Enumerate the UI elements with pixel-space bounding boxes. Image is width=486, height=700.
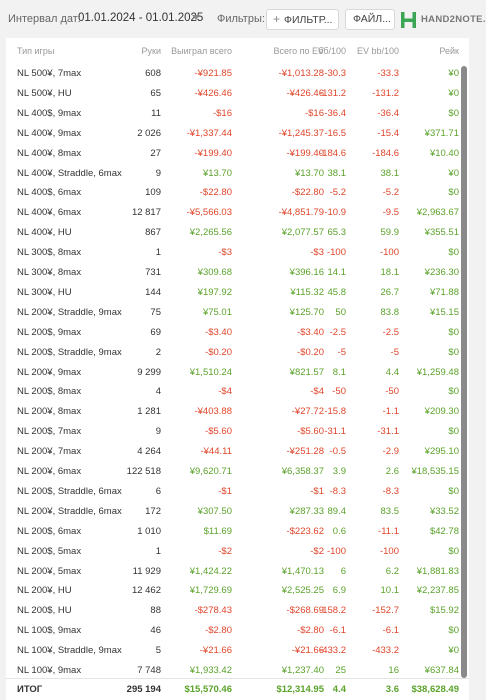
total-ev: $12,314.95 [276,684,324,695]
table-row[interactable] [6,460,469,480]
cell-game-type: NL 200$, 8max [17,386,82,398]
table-row[interactable] [6,201,469,221]
cell-game-type: NL 400$, 9max [17,107,82,119]
cell-won-total: -$5.60 [205,426,232,438]
table-row[interactable] [6,321,469,341]
cell-won-total: -$278.43 [194,605,232,617]
cell-rake: ¥371.71 [424,127,459,139]
table-row[interactable] [6,181,469,201]
cell-won-total: -¥426.46 [194,87,232,99]
cell-game-type: NL 200¥, Straddle, 6max [17,505,122,517]
date-range-label: Интервал дат: [8,13,81,25]
total-rake: $38,628.49 [411,684,459,695]
cell-rake: ¥1,259.48 [416,366,459,378]
table-row[interactable] [6,142,469,162]
cell-ev-total: -¥4,851.79 [278,207,324,219]
cell-hands: 65 [150,87,161,99]
cell-bb100: 38.1 [327,167,346,179]
logo-text: HAND2NOTE. [421,14,486,25]
cell-ev-bb100: -6.1 [382,625,399,637]
cell-bb100: 3.9 [332,466,346,477]
cell-game-type: NL 200$, 5max [17,545,82,557]
cell-won-total: -$2 [218,545,232,557]
table-body [6,62,469,682]
cell-ev-bb100: -433.2 [372,645,399,657]
cell-rake: $15.92 [429,605,459,617]
cell-ev-total: ¥396.16 [289,267,324,278]
column-header-rake[interactable]: Рейк [439,46,459,56]
cell-game-type: NL 200¥, 6max [17,466,82,477]
cell-bb100: 6 [340,565,346,577]
cell-hands: 9 299 [137,366,161,378]
column-header-won-total[interactable]: Выиграл всего [171,46,232,56]
cell-rake: $42.78 [429,525,459,537]
table-row[interactable] [6,520,469,540]
cell-ev-bb100: 18.1 [380,267,399,278]
cell-won-total: ¥1,510.24 [189,366,232,378]
cell-game-type: NL 200¥, 9max [17,366,82,378]
cell-ev-total: -¥1,245.37 [278,127,324,139]
cell-rake: ¥1,881.83 [416,565,459,577]
cell-hands: 46 [150,625,161,637]
cell-hands: 1 [155,247,161,259]
cell-won-total: ¥197.92 [197,286,232,298]
total-bb100: 4.4 [332,684,346,695]
cell-bb100: 25 [335,665,346,676]
table-row[interactable] [6,162,469,182]
filters-label: Фильтры: [217,13,265,25]
cell-bb100: 0.6 [332,525,346,537]
cell-ev-bb100: -33.3 [377,68,399,79]
cell-won-total: ¥307.50 [197,505,232,517]
cell-rake: ¥355.51 [424,227,459,239]
cell-bb100: 6.9 [332,585,346,597]
cell-ev-bb100: -36.4 [377,107,399,119]
cell-won-total: ¥1,933.42 [189,665,232,676]
table-row[interactable] [6,241,469,261]
cell-ev-bb100: -2.9 [382,446,399,458]
cell-rake: $0 [448,545,459,557]
table-row[interactable] [6,480,469,500]
cell-hands: 12 817 [131,207,161,219]
cell-rake: ¥10.40 [429,147,459,159]
cell-hands: 11 [151,107,161,119]
cell-bb100: -8.3 [329,485,346,497]
cell-won-total: -$22.80 [199,187,232,199]
cell-game-type: NL 300¥, HU [17,286,72,298]
cell-game-type: NL 300¥, 8max [17,267,82,278]
table-row[interactable] [6,281,469,301]
cell-hands: 9 [155,426,161,438]
cell-bb100: 14.1 [327,267,346,278]
cell-hands: 608 [145,68,161,79]
cell-hands: 11 929 [132,565,161,577]
cell-ev-bb100: 26.7 [380,286,399,298]
cell-ev-total: ¥2,525.25 [281,585,324,597]
cell-bb100: 50 [335,306,346,318]
table-row[interactable] [6,122,469,142]
column-header-bb100[interactable]: бб/100 [318,46,346,56]
cell-game-type: NL 200$, 6max [17,525,82,537]
cell-bb100: -50 [332,386,346,398]
cell-bb100: -10.9 [324,207,346,219]
cell-hands: 88 [150,605,161,617]
cell-rake: ¥2,237.85 [416,585,459,597]
cell-rake: $0 [448,386,459,398]
cell-hands: 122 518 [126,466,161,477]
cell-ev-bb100: -5 [390,346,399,358]
cell-won-total: ¥13.70 [202,167,232,179]
cell-won-total: $11.69 [203,525,232,537]
cell-won-total: -¥199.40 [194,147,232,159]
cell-rake: ¥2,963.67 [416,207,459,219]
cell-ev-total: -¥426.46 [286,87,324,99]
cell-rake: $0 [448,326,459,338]
table-row[interactable] [6,361,469,381]
plus-icon: + [273,12,281,26]
cell-hands: 144 [145,286,161,298]
cell-bb100: -100 [326,545,346,557]
vertical-scrollbar[interactable] [461,66,467,678]
cell-ev-bb100: -31.1 [377,426,399,438]
table-row[interactable] [6,62,469,82]
cell-bb100: 45.8 [327,286,346,298]
cell-ev-total: ¥821.57 [289,366,324,378]
cell-won-total: -¥21.66 [199,645,232,657]
cell-hands: 109 [145,187,161,199]
cell-game-type: NL 200$, 9max [17,326,82,338]
cell-rake: ¥209.30 [424,406,459,418]
cell-game-type: NL 200¥, 5max [17,565,82,577]
cell-ev-bb100: -184.6 [372,147,399,159]
cell-rake: ¥18,535.15 [411,466,459,477]
cell-rake: ¥0 [448,87,459,99]
cell-game-type: NL 400¥, HU [17,227,72,239]
cell-ev-bb100: -100 [379,545,399,557]
cell-game-type: NL 200¥, Straddle, 9max [17,306,122,318]
cell-bb100: -5.2 [329,187,346,199]
cell-bb100: -15.8 [324,406,346,418]
total-won: $15,570.46 [184,684,232,695]
total-label: ИТОГ [17,684,43,695]
cell-game-type: NL 200$, Straddle, 9max [17,346,122,358]
cell-won-total: ¥1,729.69 [189,585,232,597]
total-hands: 295 194 [126,684,161,695]
cell-ev-bb100: 6.2 [385,565,399,577]
cell-won-total: -$4 [218,386,232,398]
cell-hands: 7 748 [137,665,161,676]
cell-hands: 172 [145,505,161,517]
cell-hands: 6 [155,485,161,497]
column-header-hands[interactable]: Руки [141,46,161,56]
cell-ev-bb100: -8.3 [382,485,399,497]
cell-hands: 5 [155,645,161,657]
cell-game-type: NL 200$, Straddle, 6max [17,485,122,497]
cell-rake: $0 [448,187,459,199]
cell-ev-bb100: 83.5 [380,505,399,517]
cell-hands: 867 [145,227,161,239]
cell-ev-bb100: -100 [379,247,399,259]
cell-game-type: NL 500¥, 7max [17,68,82,79]
cell-game-type: NL 200¥, HU [17,585,72,597]
cell-game-type: NL 500¥, HU [17,87,72,99]
cell-ev-total: -$22.80 [291,187,324,199]
cell-hands: 1 281 [137,406,161,418]
cell-won-total: -¥5,566.03 [186,207,232,219]
total-row [6,678,469,700]
table-row[interactable] [6,261,469,281]
cell-ev-total: -¥27.72 [291,406,324,418]
cell-bb100: 8.1 [332,366,346,378]
cell-ev-bb100: -131.2 [372,87,399,99]
cell-hands: 4 264 [137,446,161,458]
cell-rake: ¥0 [448,645,459,657]
table-row[interactable] [6,639,469,659]
cell-won-total: -$3 [218,247,232,259]
table-header [6,38,469,62]
cell-hands: 731 [145,267,161,278]
cell-bb100: -5 [337,346,346,358]
cell-hands: 9 [155,167,161,179]
cell-ev-total: ¥2,077.57 [281,227,324,239]
cell-ev-total: -$1 [310,485,324,497]
column-header-game-type[interactable]: Тип игры [17,46,55,56]
table-row[interactable] [6,341,469,361]
cell-bb100: -0.5 [329,446,346,458]
table-row[interactable] [6,380,469,400]
table-row[interactable] [6,420,469,440]
cell-hands: 27 [150,147,161,159]
cell-ev-bb100: 59.9 [380,227,399,239]
cell-won-total: -¥44.11 [200,446,232,458]
cell-bb100: 65.3 [327,227,346,239]
table-row[interactable] [6,400,469,420]
cell-won-total: -$2.80 [205,625,232,637]
cell-ev-total: ¥13.70 [294,167,324,179]
cell-bb100: -184.6 [319,147,346,159]
table-row[interactable] [6,82,469,102]
table-row[interactable] [6,440,469,460]
cell-bb100: -36.4 [324,107,346,119]
cell-ev-total: ¥1,470.13 [281,565,324,577]
cell-hands: 69 [150,326,161,338]
total-ev-bb100: 3.6 [385,684,399,695]
cell-rake: ¥33.52 [429,505,459,517]
column-header-ev-total[interactable]: Всего по EV [273,46,324,56]
cell-game-type: NL 100¥, 9max [17,665,82,676]
cell-game-type: NL 400¥, 6max [17,207,82,219]
cell-bb100: -30.3 [324,68,346,79]
cell-bb100: -433.2 [319,645,346,657]
cell-ev-total: ¥287.33 [289,505,324,517]
cell-ev-bb100: 4.4 [385,366,399,378]
chevron-down-icon[interactable] [192,15,200,20]
cell-ev-total: -¥251.28 [286,446,324,458]
cell-ev-total: ¥1,237.40 [281,665,324,676]
cell-ev-total: -$2.80 [297,625,324,637]
cell-ev-total: -$268.69 [286,605,324,617]
column-header-ev-bb100[interactable]: EV bb/100 [356,46,399,56]
cell-rake: $0 [448,426,459,438]
cell-hands: 2 026 [137,127,161,139]
cell-ev-bb100: 10.1 [380,585,399,597]
cell-rake: ¥236.30 [424,267,459,278]
cell-ev-bb100: -9.5 [382,207,399,219]
cell-ev-total: -$5.60 [297,426,324,438]
cell-game-type: NL 200$, HU [17,605,72,617]
cell-ev-total: -$2 [310,545,324,557]
cell-rake: ¥637.84 [424,665,459,676]
cell-ev-total: -¥21.66 [291,645,324,657]
add-filter-label: ФИЛЬТР... [284,14,333,26]
cell-rake: ¥295.10 [424,446,459,458]
cell-rake: $0 [448,346,459,358]
cell-won-total: ¥2,265.56 [189,227,232,239]
cell-bb100: -100 [326,247,346,259]
cell-rake: $0 [448,247,459,259]
cell-game-type: NL 400¥, 9max [17,127,82,139]
cell-bb100: -6.1 [329,625,346,637]
table-row[interactable] [6,659,469,679]
cell-hands: 4 [155,386,161,398]
cell-won-total: -$0.20 [205,346,232,358]
table-row[interactable] [6,619,469,639]
cell-won-total: -¥1,337.44 [186,127,232,139]
cell-hands: 2 [155,346,161,358]
cell-ev-total: ¥115.32 [290,286,324,298]
table-row[interactable] [6,221,469,241]
cell-ev-bb100: -1.1 [382,406,399,418]
cell-bb100: -131.2 [319,87,346,99]
cell-rake: $0 [448,107,459,119]
cell-ev-bb100: -2.5 [382,326,399,338]
cell-rake: ¥0 [448,68,459,79]
table-row[interactable] [6,102,469,122]
cell-won-total: ¥75.01 [202,306,232,318]
logo-mark-icon [400,11,417,29]
cell-ev-bb100: -152.7 [372,605,399,617]
table-row[interactable] [6,599,469,619]
cell-bb100: -2.5 [329,326,346,338]
toolbar [0,0,486,38]
cell-ev-bb100: -5.2 [382,187,399,199]
table-row[interactable] [6,579,469,599]
cell-won-total: -$3.40 [205,326,232,338]
cell-game-type: NL 400$, 6max [17,187,82,199]
cell-ev-bb100: 2.6 [385,466,399,477]
cell-ev-total: ¥125.70 [289,306,324,318]
cell-bb100: 89.4 [327,505,346,517]
cell-ev-total: -$4 [310,386,324,398]
cell-won-total: -$16 [212,107,232,119]
cell-won-total: -$1 [218,485,232,497]
file-button[interactable]: ФАЙЛ... [345,9,395,30]
cell-hands: 1 [155,545,161,557]
cell-ev-total: -$3 [310,247,324,259]
cell-hands: 1 010 [137,525,161,537]
cell-rake: ¥71.88 [429,286,459,298]
cell-bb100: -16.5 [324,127,346,139]
table-row[interactable] [6,540,469,560]
cell-hands: 75 [150,306,161,318]
cell-won-total: ¥309.68 [197,267,232,278]
cell-won-total: ¥9,620.71 [189,466,232,477]
cell-rake: $0 [448,485,459,497]
cell-rake: $0 [448,625,459,637]
game-types-table [6,38,469,700]
cell-won-total: ¥1,424.22 [189,565,232,577]
cell-won-total: -¥921.85 [194,68,232,79]
cell-game-type: NL 400¥, Straddle, 6max [17,167,122,179]
cell-ev-bb100: 83.8 [380,306,399,318]
cell-game-type: NL 100¥, Straddle, 9max [17,645,122,657]
cell-game-type: NL 300$, 8max [17,247,82,259]
cell-rake: ¥15.15 [429,306,459,318]
cell-rake: ¥0 [448,167,459,179]
cell-ev-bb100: 38.1 [380,167,399,179]
cell-ev-total: -¥199.40 [286,147,324,159]
date-range-select[interactable]: 01.01.2024 - 01.01.2025 [78,12,204,24]
cell-bb100: -31.1 [324,426,346,438]
add-filter-button[interactable] [266,9,339,30]
cell-ev-total: -$3.40 [297,326,324,338]
hand2note-logo [400,11,486,29]
scrollbar-thumb[interactable] [461,66,467,678]
cell-ev-total: ¥6,358.37 [281,466,324,477]
cell-ev-total: -$0.20 [297,346,324,358]
cell-game-type: NL 200¥, 8max [17,406,82,418]
cell-ev-bb100: -11.1 [378,525,399,537]
cell-bb100: -158.2 [319,605,346,617]
cell-ev-total: -¥1,013.28 [278,68,324,79]
cell-game-type: NL 400¥, 8max [17,147,82,159]
cell-game-type: NL 200¥, 7max [17,446,82,458]
cell-game-type: NL 100$, 9max [17,625,82,637]
cell-ev-bb100: 16 [388,665,399,676]
cell-ev-bb100: -15.4 [377,127,399,139]
cell-ev-bb100: -50 [385,386,399,398]
cell-won-total: -¥403.88 [194,406,232,418]
table-row[interactable] [6,560,469,580]
cell-ev-total: -$223.62 [286,525,324,537]
cell-game-type: NL 200$, 7max [17,426,82,438]
cell-ev-total: -$16 [304,107,324,119]
cell-hands: 12 462 [131,585,161,597]
table-row[interactable] [6,301,469,321]
table-row[interactable] [6,500,469,520]
